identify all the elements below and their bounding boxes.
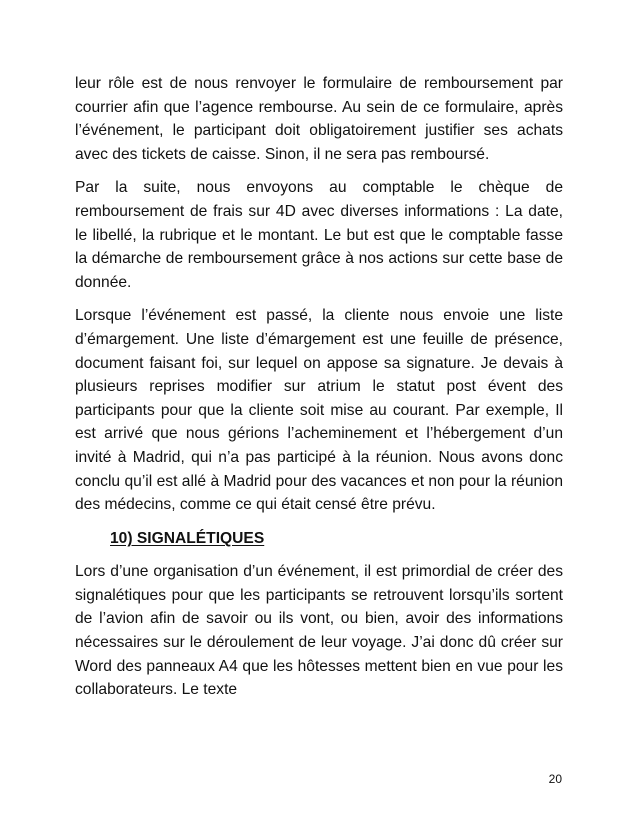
paragraph-accountant-check: Par la suite, nous envoyons au comptable le chèque de remboursement de frais sur 4D avec diverses informations : La date, le libellé, la rubrique et le montant. Le but est que le comptable fasse la démarche de remboursement grâce à nos actions sur cette base de donnée. [75, 179, 563, 291]
body-text [75, 72, 563, 712]
page-number: 20 [548, 772, 562, 786]
paragraph-attendance-list: Lorsque l’événement est passé, la cliente nous envoie une liste d’émargement. Une liste d’émargement est une feuille de présence, document faisant foi, sur lequel on appose sa signature. Je devais à plusieurs reprises modifier sur atrium le statut post évent des participants pour que la cliente soit mise au courant. Par exemple, Il est arrivé que nous gérions l’acheminement et l’hébergement d’un invité à Madrid, qui n’a pas participé à la réunion. Nous avons donc conclu qu’il est allé à Madrid pour des vacances et non pour la réunion des médecins, comme ce qui était censé être prévu. [75, 307, 563, 514]
paragraph-reimbursement-form: leur rôle est de nous renvoyer le formulaire de remboursement par courrier afin que l’agence rembourse. Au sein de ce formulaire, après l’événement, le participant doit obligatoirement justifier ses achats avec des tickets de caisse. Sinon, il ne sera pas remboursé. [75, 75, 563, 163]
paragraph-signage: Lors d’une organisation d’un événement, il est primordial de créer des signalétiques pour que les participants se retrouvent lorsqu’ils sortent de l’avion afin de savoir ou ils vont, ou bien, avoir des informations nécessaires sur le déroulement de leur voyage. J’ai donc dû créer sur Word des panneaux A4 que les hôtesses mettent bien en vue pour les collaborateurs. Le texte [75, 563, 563, 699]
section-heading-signaletiques: 10) SIGNALÉTIQUES [110, 529, 265, 547]
